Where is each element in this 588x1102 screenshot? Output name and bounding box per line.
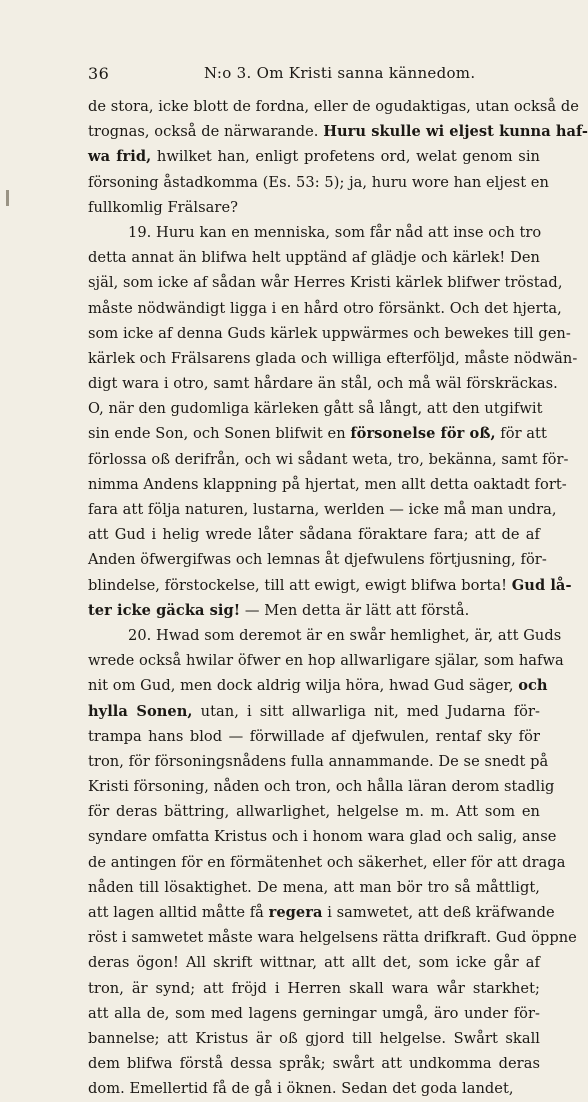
text-line <box>88 925 577 950</box>
text-line <box>88 170 549 195</box>
text-line <box>88 497 557 522</box>
text-line <box>88 321 571 346</box>
body-text <box>88 94 588 1102</box>
text-line <box>88 195 540 220</box>
text-run: wrede också hwilar öfwer en hop allwarligare själar, som hafwa <box>88 652 564 670</box>
emphasized-text: Gud lå- <box>511 576 572 594</box>
text-line <box>88 799 540 824</box>
page-edge-mark <box>6 190 9 206</box>
text-run: nimma Andens klappning på hjertat, men allt detta oaktadt fort- <box>88 475 567 493</box>
text-run: 19. Huru kan en menniska, som får nåd att inse och tro <box>128 223 542 241</box>
text-line <box>88 699 540 724</box>
text-run: att lagen alltid måtte få <box>88 904 269 921</box>
text-run: Anden öfwergifwas och lemnas åt djefwulens förtjusning, för- <box>88 551 547 569</box>
text-line <box>88 900 555 925</box>
text-line <box>88 220 540 245</box>
text-line <box>88 144 540 169</box>
text-line <box>88 472 567 497</box>
text-run: som icke af denna Guds kärlek uppwärmes och bewekes till gen- <box>88 324 571 342</box>
text-line <box>88 270 563 295</box>
text-run: att alla de, som med lagens gerningar umgå, äro under för- <box>88 1004 540 1022</box>
text-run: tron, för försoningsnådens fulla annammande. De se snedt på <box>88 752 549 770</box>
text-run: sin ende Son, och Sonen blifwit en <box>88 425 351 443</box>
text-run: för deras bättring, allwarlighet, helgelse m. m. Att som en <box>88 803 540 821</box>
emphasized-text: försonelse för oß, <box>350 425 496 443</box>
text-line <box>88 573 572 598</box>
text-run: digt wara i otro, samt hårdare än stål, och må wäl förskräckas. <box>88 375 558 393</box>
text-run: de stora, icke blott de fordna, eller de ogudaktigas, utan också de <box>88 98 579 115</box>
text-line <box>88 245 540 270</box>
text-run: nit om Gud, men dock aldrig wilja höra, hwad Gud säger, <box>88 677 519 695</box>
text-run: att Gud i helig wrede låter sådana föraktare fara; att de af <box>88 526 540 544</box>
text-run: förlossa oß derifrån, och wi sådant weta, tro, bekänna, samt för- <box>88 450 569 468</box>
text-run: trognas, också de närwarande. <box>88 123 324 141</box>
text-run: trampa hans blod — förwillade af djefwulen, rentaf sky för <box>88 727 540 745</box>
text-line <box>88 547 547 572</box>
emphasized-text: och <box>518 677 548 695</box>
page-header <box>88 62 538 88</box>
text-run: tron, är synd; att fröjd i Herren skall wara wår starkhet; <box>88 979 540 997</box>
text-line <box>88 749 549 774</box>
text-run: blindelse, förstockelse, till att ewigt, ewigt blifwa borta! <box>88 576 512 594</box>
running-title: N:o 3. Om Kristi sanna kännedom. <box>204 64 476 82</box>
text-run: själ, som icke af sådan wår Herres Kristi kärlek blifwer tröstad, <box>88 274 563 292</box>
text-line <box>88 648 564 673</box>
text-line <box>88 774 555 799</box>
text-run: de antingen för en förmätenhet och säkerhet, eller för att draga <box>88 853 566 871</box>
text-run: utan, i sitt allwarliga nit, med Judarna för- <box>192 702 540 720</box>
text-line <box>88 976 540 1001</box>
text-run: — Men detta är lätt att förstå. <box>240 601 470 619</box>
text-run: 20. Hwad som deremot är en swår hemlighet, är, att Guds <box>128 626 562 644</box>
text-run: fara att följa naturen, lustarna, werlden — icke må man undra, <box>88 501 557 518</box>
text-run: i samwetet, att deß kräfwande <box>322 904 555 921</box>
text-line <box>88 673 548 698</box>
emphasized-text: regera <box>268 904 323 921</box>
text-line <box>88 396 543 421</box>
emphasized-text: hylla Sonen, <box>88 702 193 720</box>
text-line <box>88 724 540 749</box>
text-line <box>88 824 557 849</box>
text-run: nåden till lösaktighet. De mena, att man bör tro så måttligt, <box>88 878 540 896</box>
text-run: detta annat än blifwa helt upptänd af glädje och kärlek! Den <box>88 249 540 267</box>
text-run: försoning åstadkomma (Es. 53: 5); ja, huru wore han eljest en <box>88 173 549 191</box>
emphasized-text: Huru skulle wi eljest kunna haf- <box>323 123 588 141</box>
text-line <box>88 346 578 371</box>
text-run: Kristi försoning, nåden och tron, och hålla läran derom stadlig <box>88 778 555 796</box>
text-run: röst i samwetet måste wara helgelsens rätta drifkraft. Gud öppne <box>88 929 577 947</box>
text-line <box>88 94 579 119</box>
text-line <box>88 950 540 975</box>
text-line <box>88 1001 540 1026</box>
text-run: fullkomlig Frälsare? <box>88 198 239 216</box>
text-run: deras ögon! All skrift wittnar, att allt det, som icke går af <box>88 954 540 972</box>
text-run: dem blifwa förstå dessa språk; swårt att undkomma deras <box>88 1055 540 1073</box>
text-line <box>88 371 558 396</box>
emphasized-text: ter icke gäcka sig! <box>88 601 241 619</box>
text-run: syndare omfatta Kristus och i honom wara glad och salig, anse <box>88 828 557 846</box>
text-line <box>88 875 540 900</box>
text-line <box>88 296 562 321</box>
text-run: kärlek och Frälsarens glada och williga efterföljd, måste nödwän- <box>88 349 578 367</box>
text-run: hwilket han, enligt profetens ord, welat genom sin <box>151 148 540 166</box>
text-line <box>88 1076 540 1101</box>
text-line <box>88 1026 540 1051</box>
text-line <box>88 119 588 144</box>
text-line <box>88 522 540 547</box>
text-run: för att <box>495 425 547 443</box>
text-run: dom. Emellertid få de gå i öknen. Sedan det goda landet, <box>88 1080 514 1098</box>
emphasized-text: wa frid, <box>88 148 152 166</box>
page-number: 36 <box>88 64 110 83</box>
text-line <box>88 623 562 648</box>
text-line <box>88 421 547 446</box>
text-run: måste nödwändigt ligga i en hård otro försänkt. Och det hjerta, <box>88 299 562 317</box>
text-run: O, när den gudomliga kärleken gått så långt, att den utgifwit <box>88 400 543 418</box>
text-line <box>88 850 566 875</box>
text-line <box>88 1051 540 1076</box>
text-line <box>88 598 540 623</box>
text-line <box>88 447 569 472</box>
text-run: bannelse; att Kristus är oß gjord till helgelse. Swårt skall <box>88 1029 540 1047</box>
